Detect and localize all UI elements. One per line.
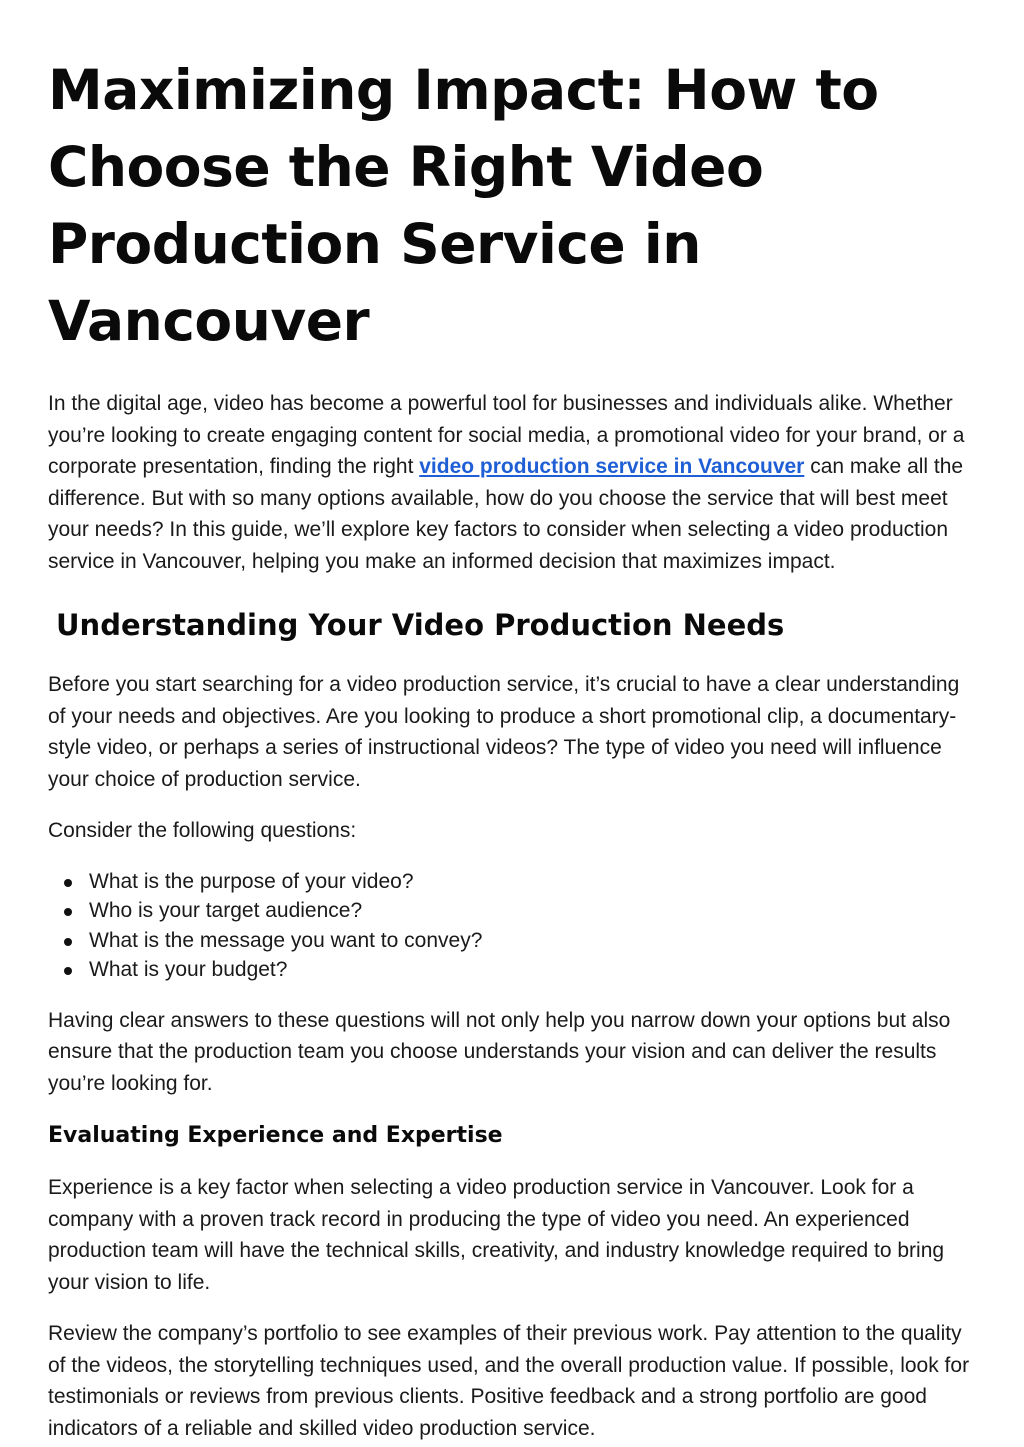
- article: [48, 52, 978, 1444]
- intro-paragraph: [48, 388, 978, 577]
- section-heading-experience: Evaluating Experience and Expertise: [48, 1123, 503, 1148]
- questions-list: [48, 867, 978, 985]
- experience-paragraph-1: Experience is a key factor when selecting a video production service in Vancouver. Look for a company with a proven track record in producing the type of video you need. An experienced production team will have the technical skills, creativity, and industry knowledge required to bring your vision to life.: [48, 1176, 945, 1294]
- list-item: What is the message you want to convey?: [89, 926, 978, 956]
- list-item: Who is your target audience?: [89, 896, 978, 926]
- needs-paragraph-2: Consider the following questions:: [48, 819, 357, 842]
- page-title: Maximizing Impact: How to Choose the Right Video Production Service in Vancouver: [48, 58, 879, 353]
- section-heading-needs: Understanding Your Video Production Needs: [56, 608, 785, 642]
- intro-text-after-link: can make all the difference. But with so many options available, how do you choose the service that will best meet your needs? In this guide, we’ll explore key factors to consider when selecting a video production service in Vancouver, helping you make an informed decision that maximizes impact.: [48, 455, 964, 573]
- list-item: What is the purpose of your video?: [89, 867, 978, 897]
- list-item: What is your budget?: [89, 955, 978, 985]
- video-production-vancouver-link[interactable]: video production service in Vancouver: [419, 455, 805, 478]
- needs-paragraph-3: Having clear answers to these questions will not only help you narrow down your options but also ensure that the production team you choose understands your vision and can deliver the results you’re looking for.: [48, 1008, 951, 1095]
- needs-paragraph-1: Before you start searching for a video production service, it’s crucial to have a clear understanding of your needs and objectives. Are you looking to produce a short promotional clip, a documentary-style video, or perhaps a series of instructional videos? The type of video you need will influence your choice of production service.: [48, 673, 960, 791]
- experience-paragraph-2: Review the company’s portfolio to see examples of their previous work. Pay attention to the quality of the videos, the storytelling techniques used, and the overall production value. If possible, look for testimonials or reviews from previous clients. Positive feedback and a strong portfolio are good indicators of a reliable and skilled video production service.: [48, 1322, 970, 1440]
- intro-text-before-link: In the digital age, video has become a powerful tool for businesses and individuals alike. Whether you’re looking to create engaging content for social media, a promotional video for your brand, or a corporate presentation, finding the right: [48, 392, 965, 478]
